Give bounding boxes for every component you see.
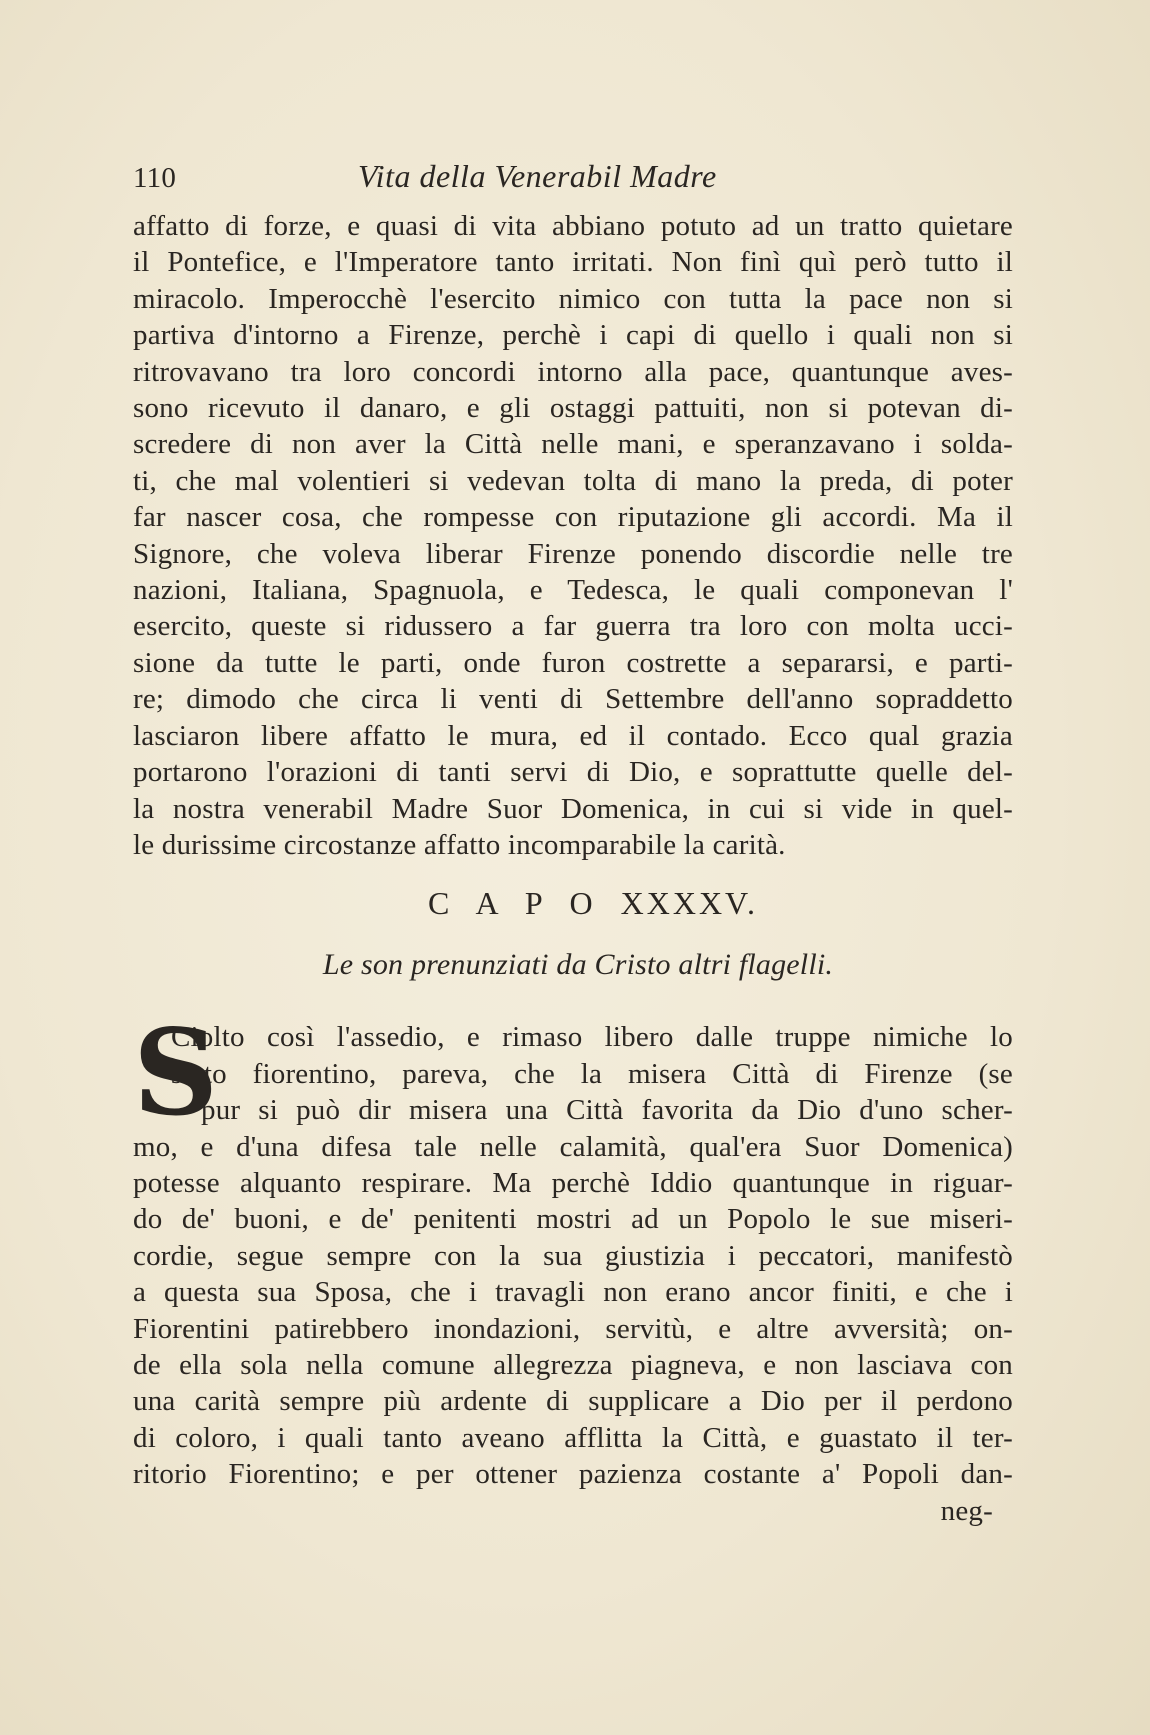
text-line: affatto di forze, e quasi di vita abbiano potuto ad un tratto quietare bbox=[133, 210, 1013, 242]
text-line: nazioni, Italiana, Spagnuola, e Tedesca, le quali componevan l' bbox=[133, 574, 1013, 607]
drop-cap: S bbox=[133, 1003, 219, 1143]
text-block bbox=[133, 158, 1013, 1529]
text-line: mo, e d'una difesa tale nelle calamità, qual'era Suor Domenica) bbox=[133, 1130, 1013, 1163]
text-line: far nascer cosa, che rompesse con riputazione gli accordi. Ma il bbox=[133, 501, 1013, 534]
text-line: stato fiorentino, pareva, che la misera Città di Firenze (se bbox=[171, 1057, 1013, 1090]
paragraph-1 bbox=[133, 208, 1013, 863]
text-line: re; dimodo che circa li venti di Settembre dell'anno sopraddetto bbox=[133, 683, 1013, 716]
catchword: neg- bbox=[940, 1494, 993, 1527]
paragraph-2 bbox=[133, 1003, 1013, 1492]
text-line: esercito, queste si ridussero a far guerra tra loro con molta ucci- bbox=[133, 610, 1013, 643]
chapter-subtitle: Le son prenunziati da Cristo altri flagelli. bbox=[322, 948, 834, 982]
text-line: ritorio Fiorentino; e per ottener pazienza costante a' Popoli dan- bbox=[133, 1458, 1013, 1491]
text-line: miracolo. Imperocchè l'esercito nimico con tutta la pace non si bbox=[133, 282, 1013, 315]
text-line: lasciaron libere affatto le mura, ed il contado. Ecco qual grazia bbox=[133, 719, 1013, 752]
text-line: di coloro, i quali tanto aveano afflitta la Città, e guastato il ter- bbox=[133, 1421, 1013, 1454]
text-line: ti, che mal volentieri si vedevan tolta di mano la preda, di poter bbox=[133, 464, 1013, 497]
chapter-heading: C A P O XXXXV. bbox=[427, 885, 759, 922]
text-line: a questa sua Sposa, che i travagli non erano ancor finiti, e che i bbox=[133, 1276, 1013, 1309]
text-line: la nostra venerabil Madre Suor Domenica, in cui si vide in quel- bbox=[133, 792, 1013, 825]
text-line: scredere di non aver la Città nelle mani, e speranzavano i solda- bbox=[133, 428, 1013, 461]
text-line: Fiorentini patirebbero inondazioni, servitù, e altre avversità; on- bbox=[133, 1312, 1013, 1345]
text-line: una carità sempre più ardente di supplicare a Dio per il perdono bbox=[133, 1385, 1013, 1418]
text-line: sono ricevuto il danaro, e gli ostaggi pattuiti, non si potevan di- bbox=[133, 392, 1013, 425]
text-line: portarono l'orazioni di tanti servi di Dio, e soprattutte quelle del- bbox=[133, 756, 1013, 789]
text-line: Signore, che voleva liberar Firenze ponendo discordie nelle tre bbox=[133, 537, 1013, 570]
text-line: potesse alquanto respirare. Ma perchè Iddio quantunque in riguar- bbox=[133, 1166, 1013, 1199]
text-line: pur si può dir misera una Città favorita da Dio d'uno scher- bbox=[201, 1094, 1013, 1127]
text-line: ritrovavano tra loro concordi intorno alla pace, quantunque aves- bbox=[133, 355, 1013, 388]
running-header bbox=[133, 158, 1013, 208]
text-line: le durissime circostanze affatto incomparabile la carità. bbox=[133, 828, 786, 861]
text-line: sione da tutte le parti, onde furon costrette a separarsi, e parti- bbox=[133, 646, 1013, 679]
text-line: do de' buoni, e de' penitenti mostri ad un Popolo le sue miseri- bbox=[133, 1203, 1013, 1236]
text-line: cordie, segue sempre con la sua giustizia i peccatori, manifestò bbox=[133, 1239, 1013, 1272]
running-title: Vita della Venerabil Madre bbox=[358, 158, 717, 194]
page-number: 110 bbox=[133, 162, 177, 194]
text-line: Ciolto così l'assedio, e rimaso libero dalle truppe nimiche lo bbox=[171, 1021, 1013, 1054]
text-line: il Pontefice, e l'Imperatore tanto irritati. Non finì quì però tutto il bbox=[133, 246, 1013, 279]
text-line: partiva d'intorno a Firenze, perchè i capi di quello i quali non si bbox=[133, 319, 1013, 352]
text-line: de ella sola nella comune allegrezza piagneva, e non lasciava con bbox=[133, 1348, 1013, 1381]
